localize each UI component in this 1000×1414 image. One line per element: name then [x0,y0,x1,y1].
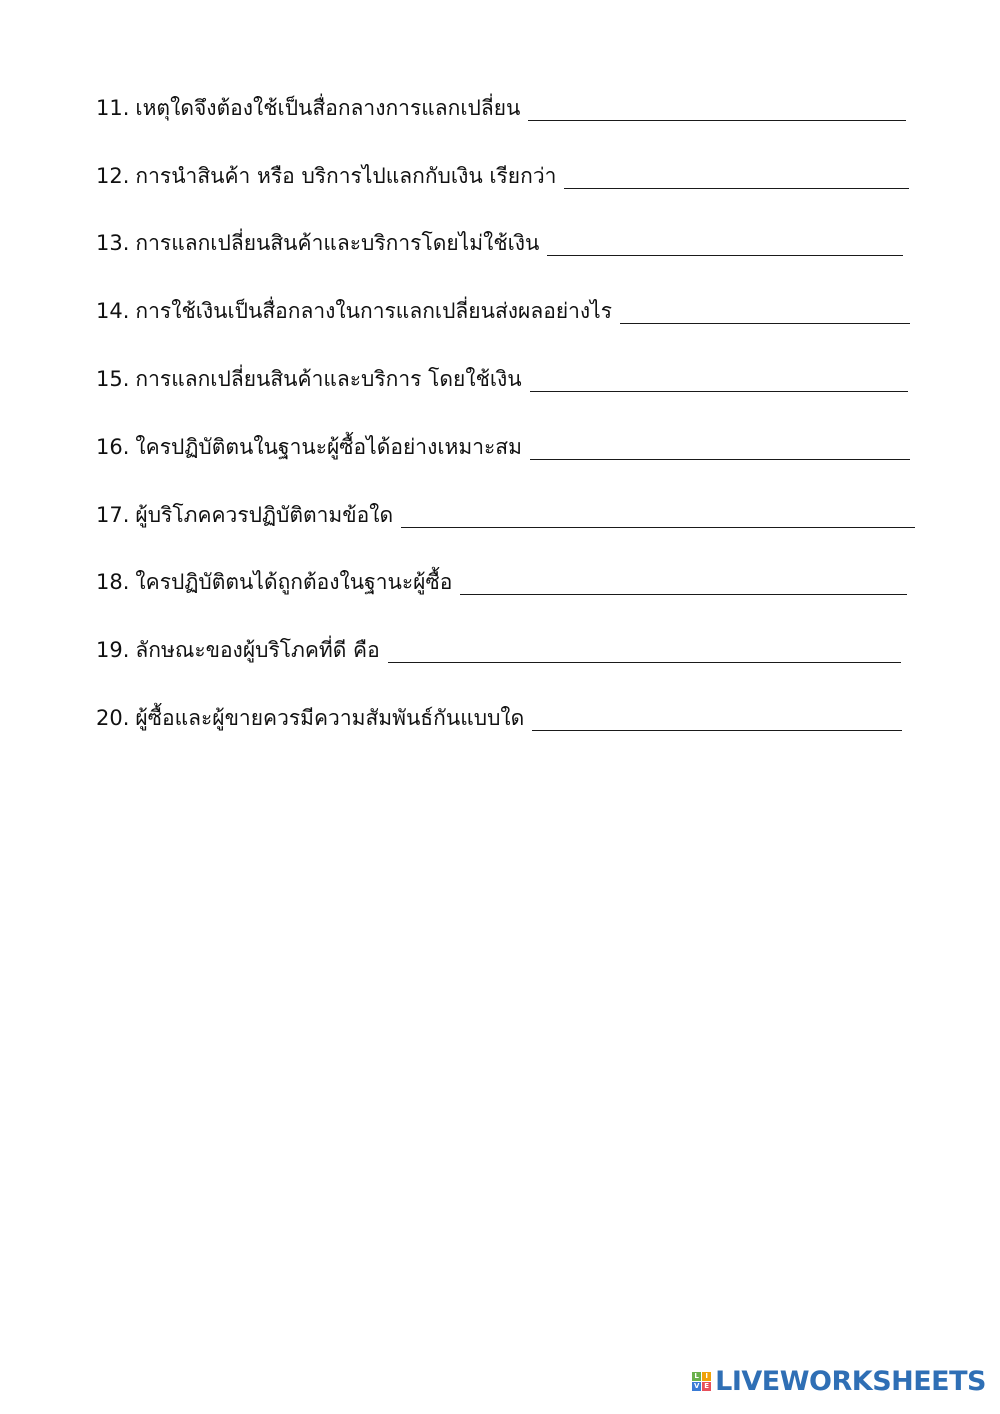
question-number: 20. [96,705,130,730]
question-16 [96,427,906,495]
brand-name: LIVEWORKSHEETS [715,1366,986,1397]
question-19 [96,630,906,698]
question-number: 12. [96,163,130,188]
answer-field[interactable] [401,527,915,528]
question-number: 18. [96,570,130,595]
logo-letter-v: V [693,1382,700,1390]
question-text: การแลกเปลี่ยนสินค้าและบริการโดยไม่ใช้เงิน [135,231,540,256]
answer-field[interactable] [530,391,908,392]
question-number: 13. [96,231,130,256]
question-list [96,88,906,766]
question-text: ใครปฏิบัติตนในฐานะผู้ซื้อได้อย่างเหมาะสม [135,434,522,459]
question-text: ผู้ซื้อและผู้ขายควรมีความสัมพันธ์กันแบบใด [135,705,525,730]
question-20 [96,698,906,766]
question-14 [96,291,906,359]
question-text: การใช้เงินเป็นสื่อกลางในการแลกเปลี่ยนส่งผลอย่างไร [135,299,613,324]
question-number: 17. [96,502,130,527]
question-18 [96,563,906,631]
question-text: การนำสินค้า หรือ บริการไปแลกกับเงิน เรียกว่า [135,163,557,188]
answer-field[interactable] [547,255,903,256]
question-number: 19. [96,638,130,663]
question-number: 15. [96,366,130,391]
question-text: การแลกเปลี่ยนสินค้าและบริการ โดยใช้เงิน [135,366,522,391]
question-number: 14. [96,299,130,324]
logo-letter-e: E [702,1382,711,1391]
answer-field[interactable] [532,730,902,731]
answer-field[interactable] [528,120,906,121]
question-number: 16. [96,434,130,459]
question-13 [96,224,906,292]
question-17 [96,495,906,563]
answer-field[interactable] [564,188,909,189]
question-number: 11. [96,95,130,120]
question-text: เหตุใดจึงต้องใช้เป็นสื่อกลางการแลกเปลี่ยน [135,95,521,120]
logo-letter-l: L [692,1372,701,1381]
logo-letter-i: I [702,1372,711,1381]
question-15 [96,359,906,427]
question-text: ผู้บริโภคควรปฏิบัติตามข้อใด [135,502,394,527]
liveworksheets-logo[interactable] [692,1366,986,1397]
logo-icon [692,1372,711,1391]
question-12 [96,156,906,224]
answer-field[interactable] [388,662,901,663]
answer-field[interactable] [460,594,907,595]
question-11 [96,88,906,156]
answer-field[interactable] [620,323,910,324]
answer-field[interactable] [530,459,910,460]
question-text: ใครปฏิบัติตนได้ถูกต้องในฐานะผู้ซื้อ [135,570,453,595]
question-text: ลักษณะของผู้บริโภคที่ดี คือ [135,638,380,663]
